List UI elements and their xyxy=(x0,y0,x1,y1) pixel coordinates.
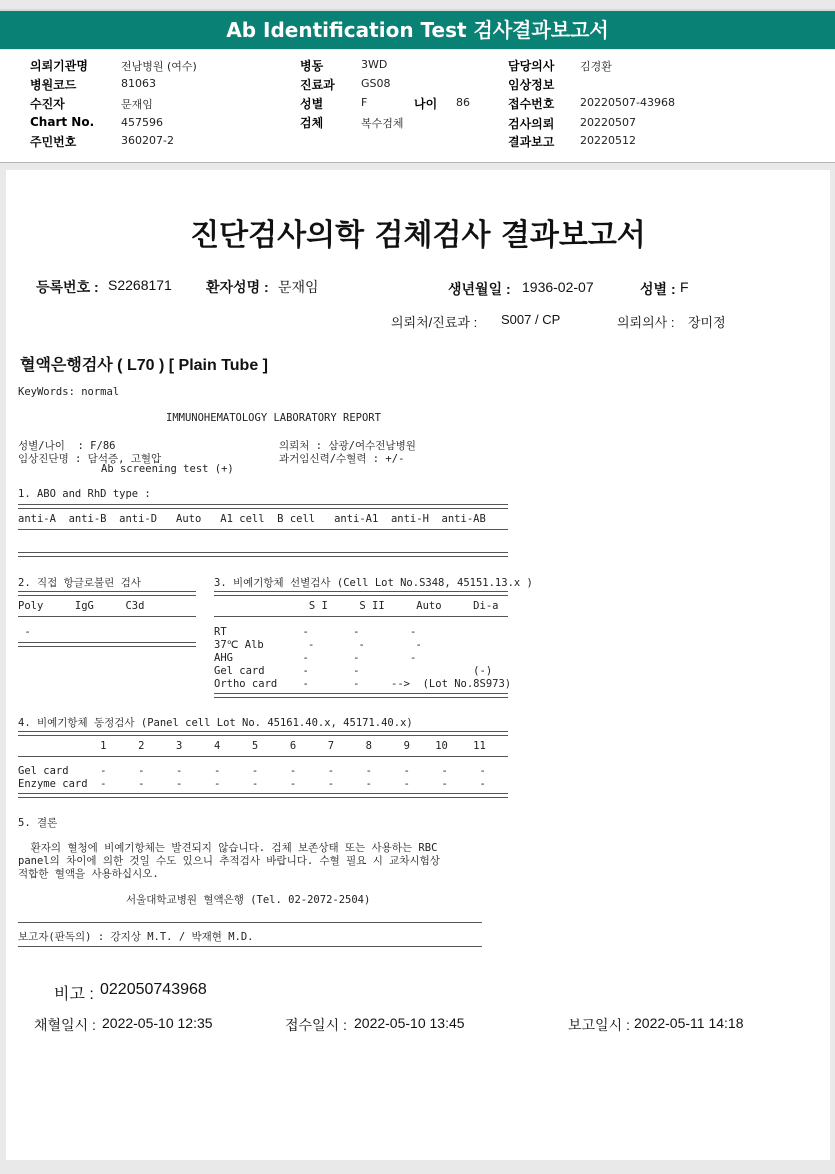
resident-no-label: 주민번호 xyxy=(30,135,77,149)
doctor-label: 담당의사 xyxy=(508,59,555,73)
patient-name-label: 환자성명 : xyxy=(206,279,269,295)
s3-row-37c-alb: 37℃ Alb - - - xyxy=(214,639,422,651)
sex-label-report: 성별 : xyxy=(640,281,676,297)
s4-row-gel-card: Gel card - - - - - - - - - - - xyxy=(18,765,486,777)
s2-value: - xyxy=(18,626,31,638)
reg-no-label: 등록번호 : xyxy=(36,279,99,295)
receipt-no-label: 접수번호 xyxy=(508,97,555,111)
sex-value: F xyxy=(361,96,368,109)
conclusion-line2: panel의 차이에 의한 것일 수도 있으니 추적검사 바랍니다. 수혈 필요 시 교차시험상 xyxy=(18,855,440,867)
remark-value: 022050743968 xyxy=(100,981,207,998)
s2-title: 2. 직접 항글로불린 검사 xyxy=(18,577,141,589)
recipient-label: 수진자 xyxy=(30,97,65,111)
s4-header: 1 2 3 4 5 6 7 8 9 10 11 xyxy=(18,740,486,752)
blood-bank: 서울대학교병원 혈액은행 (Tel. 02-2072-2504) xyxy=(126,894,371,906)
chart-no-label: Chart No. xyxy=(30,115,95,129)
s2-header: Poly IgG C3d xyxy=(18,600,145,612)
s3-bottom-rule xyxy=(214,693,508,698)
report-time: 2022-05-11 14:18 xyxy=(634,1015,744,1031)
s1-header-rule xyxy=(18,529,508,530)
sex-label: 성별 xyxy=(300,97,324,111)
collect-time: 2022-05-10 12:35 xyxy=(102,1015,213,1031)
conclusion-line3: 적합한 혈액을 사용하십시오. xyxy=(18,868,159,880)
s3-top-rule xyxy=(214,591,508,596)
s1-top-rule xyxy=(18,504,508,509)
s2-top-rule xyxy=(18,591,196,596)
s5-title: 5. 결론 xyxy=(18,817,58,829)
sex-age-line: 성별/나이 : F/86 xyxy=(18,440,116,452)
s3-row-ahg: AHG - - - xyxy=(214,652,417,664)
test-request-label: 검사의뢰 xyxy=(508,117,555,131)
section-title: 혈액은행검사 ( L70 ) [ Plain Tube ] xyxy=(20,357,269,374)
birth-label: 생년월일 : xyxy=(448,281,511,297)
reporter-bottom-rule xyxy=(18,946,482,947)
diagnosis-line2: Ab screening test (+) xyxy=(101,463,234,475)
s3-row-gel-card: Gel card - - (-) xyxy=(214,665,493,677)
hospital-code-value: 81063 xyxy=(121,77,156,90)
birth: 1936-02-07 xyxy=(522,279,594,295)
s4-row-enzyme-card: Enzyme card - - - - - - - - - - - xyxy=(18,778,486,790)
recipient-value: 문재임 xyxy=(121,98,153,111)
department-label: 진료과 xyxy=(300,78,335,92)
hospital-code-label: 병원코드 xyxy=(30,78,77,92)
conclusion-line1: 환자의 혈청에 비예기항체는 발견되지 않습니다. 검체 보존상태 또는 사용하는 RBC xyxy=(18,842,438,854)
ward-value: 3WD xyxy=(361,58,388,71)
s4-header-rule xyxy=(18,756,508,757)
doctor-value: 김경환 xyxy=(580,60,612,73)
req-doctor-label: 의뢰의사 : xyxy=(617,315,675,330)
report-label: 보고일시 : xyxy=(568,1017,630,1033)
referral-line: 의뢰처 : 삼광/여수전남병원 xyxy=(279,440,416,452)
s4-top-rule xyxy=(18,731,508,736)
requesting-hospital-label: 의뢰기관명 xyxy=(30,59,88,73)
remark-label: 비고 : xyxy=(54,986,94,1003)
s4-title: 4. 비예기항체 동정검사 (Panel cell Lot No. 45161.40.x, 45171.40.x) xyxy=(18,717,413,729)
s3-row-rt: RT - - - xyxy=(214,626,417,638)
reporter-top-rule xyxy=(18,922,482,923)
dept-label: 의뢰처/진료과 : xyxy=(391,315,478,330)
chart-no-value: 457596 xyxy=(121,116,163,129)
resident-no-value: 360207-2 xyxy=(121,134,174,147)
age-label: 나이 xyxy=(414,97,438,111)
department-value: GS08 xyxy=(361,77,391,90)
patient-name: 문재임 xyxy=(278,279,319,295)
s2-header-rule xyxy=(18,616,196,617)
report-document xyxy=(6,170,830,1160)
s3-header: S I S II Auto Di-a xyxy=(214,600,499,612)
banner-title: Ab Identification Test 검사결과보고서 xyxy=(226,18,609,42)
s2-bottom-rule xyxy=(18,642,196,647)
report-banner xyxy=(0,9,835,49)
keywords: KeyWords: normal xyxy=(18,386,120,398)
s1-title: 1. ABO and RhD type : xyxy=(18,488,151,500)
s3-title: 3. 비예기항체 선별검사 (Cell Lot No.S348, 45151.13.x ) xyxy=(214,577,533,589)
s3-row-ortho-card: Ortho card - - --> (Lot No.8S973) xyxy=(214,678,512,690)
reg-no: S2268171 xyxy=(108,277,172,293)
patient-info-panel xyxy=(0,50,835,163)
age-value: 86 xyxy=(456,96,470,109)
diagnosis-line1: 임상진단명 : 담석증, 고혈압 xyxy=(18,453,162,465)
result-report-value: 20220512 xyxy=(580,134,636,147)
s1-bottom-rule xyxy=(18,552,508,557)
s1-header: anti-A anti-B anti-D Auto A1 cell B cell anti-A1 anti-H anti-AB xyxy=(18,513,486,525)
specimen-label: 검체 xyxy=(300,116,324,130)
reporter: 보고자(판독의) : 강지상 M.T. / 박재현 M.D. xyxy=(18,931,254,943)
receive-time: 2022-05-10 13:45 xyxy=(354,1015,465,1031)
dept: S007 / CP xyxy=(501,312,561,327)
s4-bottom-rule xyxy=(18,793,508,798)
lab-report-title: IMMUNOHEMATOLOGY LABORATORY REPORT xyxy=(166,412,381,424)
requesting-hospital-value: 전남병원 (여수) xyxy=(121,60,197,73)
result-report-label: 결과보고 xyxy=(508,135,555,149)
sex-report: F xyxy=(680,279,689,295)
receipt-no-value: 20220507-43968 xyxy=(580,96,675,109)
history-line: 과거임신력/수혈력 : +/- xyxy=(279,453,405,465)
specimen-value: 복수검체 xyxy=(361,117,404,130)
req-doctor: 장미정 xyxy=(688,315,726,330)
report-title: 진단검사의학 검체검사 결과보고서 xyxy=(190,218,646,253)
collect-label: 채혈일시 : xyxy=(34,1017,96,1033)
ward-label: 병동 xyxy=(300,59,324,73)
receive-label: 접수일시 : xyxy=(285,1017,347,1033)
test-request-value: 20220507 xyxy=(580,116,636,129)
s3-header-rule xyxy=(214,616,508,617)
clinical-info-label: 임상정보 xyxy=(508,78,555,92)
